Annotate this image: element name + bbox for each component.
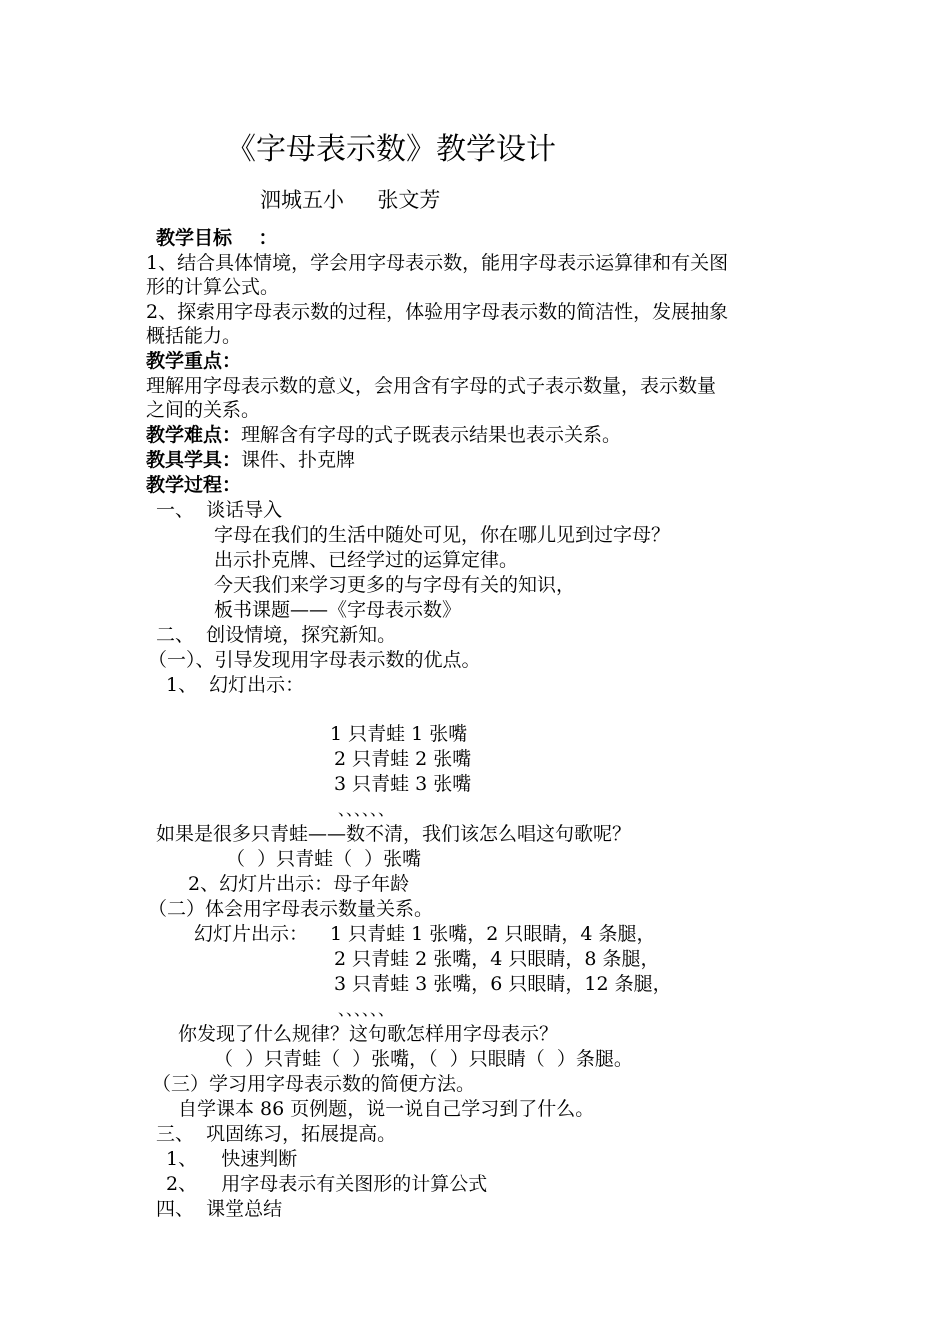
goals-heading: 教学目标 ： (156, 227, 278, 249)
section-1-line-4: 板书课题——《字母表示数》 (214, 599, 462, 621)
goal-2-line-2: 概括能力。 (146, 325, 242, 347)
tools-heading: 教具学具： (146, 449, 242, 471)
blank-line-2: （ ）只青蛙（ ）张嘴，（ ）只眼睛（ ）条腿。 (214, 1048, 633, 1070)
key-heading: 教学重点： (146, 350, 242, 372)
document-title: 《字母表示数》教学设计 (226, 132, 556, 167)
section-3-heading: 三、 巩固练习，拓展提高。 (156, 1123, 397, 1145)
song-line-1: 1 只青蛙 1 张嘴，2 只眼睛，4 条腿， (330, 923, 656, 945)
section-2-heading: 二、 创设情境，探究新知。 (156, 624, 397, 646)
frog-line-1: 1 只青蛙 1 张嘴 (330, 723, 468, 745)
section-1-line-3: 今天我们来学习更多的与字母有关的知识， (214, 574, 576, 596)
part-3-heading: （三）学习用字母表示数的简便方法。 (152, 1073, 476, 1095)
blank-line-1: （ ）只青蛙（ ）张嘴 (226, 848, 422, 870)
part-2-heading: （二）体会用字母表示数量关系。 (148, 898, 434, 920)
key-line-1: 理解用字母表示数的意义，会用含有字母的式子表示数量，表示数量 (146, 375, 717, 397)
part-1-item-2: 2、幻灯片出示：母子年龄 (188, 873, 410, 895)
author-line: 泗城五小 张文芳 (260, 188, 441, 212)
many-frogs-question: 如果是很多只青蛙——数不清，我们该怎么唱这句歌呢？ (156, 823, 632, 845)
frog-line-3: 3 只青蛙 3 张嘴 (334, 773, 472, 795)
ellipsis-marks-1: 、、、、、、 (338, 800, 395, 819)
section-4-heading: 四、 课堂总结 (156, 1198, 283, 1220)
goal-2-line-1: 2、探索用字母表示数的过程，体验用字母表示数的简洁性，发展抽象 (146, 301, 729, 323)
section-1-line-2: 出示扑克牌、已经学过的运算定律。 (214, 549, 519, 571)
part-2-lead: 幻灯片出示： (194, 923, 309, 945)
goal-1-line-2: 形的计算公式。 (146, 276, 280, 298)
ellipsis-marks-2: 、、、、、、 (338, 1000, 395, 1019)
part-1-heading: （一）、引导发现用字母表示数的优点。 (148, 649, 481, 671)
song-line-2: 2 只青蛙 2 张嘴，4 只眼睛，8 条腿， (334, 948, 660, 970)
difficulty-heading: 教学难点： (146, 424, 242, 446)
tools-line (146, 448, 355, 472)
key-line-2: 之间的关系。 (146, 399, 261, 421)
goal-1-line-1: 1、结合具体情境，学会用字母表示数，能用字母表示运算律和有关图 (146, 252, 729, 274)
part-3-text: 自学课本 86 页例题，说一说自己学习到了什么。 (178, 1098, 595, 1120)
song-line-3: 3 只青蛙 3 张嘴，6 只眼睛，12 条腿， (334, 973, 672, 995)
difficulty-text: 理解含有字母的式子既表示结果也表示关系。 (241, 424, 622, 446)
section-3-item-1: 1、 快速判断 (166, 1148, 298, 1170)
tools-text: 课件、扑克牌 (241, 449, 356, 471)
difficulty-line (146, 423, 621, 447)
section-1-line-1: 字母在我们的生活中随处可见，你在哪儿见到过字母？ (214, 524, 671, 546)
section-3-item-2: 2、 用字母表示有关图形的计算公式 (166, 1173, 488, 1195)
section-1-heading: 一、 谈话导入 (156, 499, 283, 521)
part-1-item-1: 1、 幻灯出示： (166, 674, 305, 696)
frog-line-2: 2 只青蛙 2 张嘴 (334, 748, 472, 770)
rule-question: 你发现了什么规律？这句歌怎样用字母表示？ (178, 1023, 559, 1045)
process-heading: 教学过程： (146, 474, 242, 496)
